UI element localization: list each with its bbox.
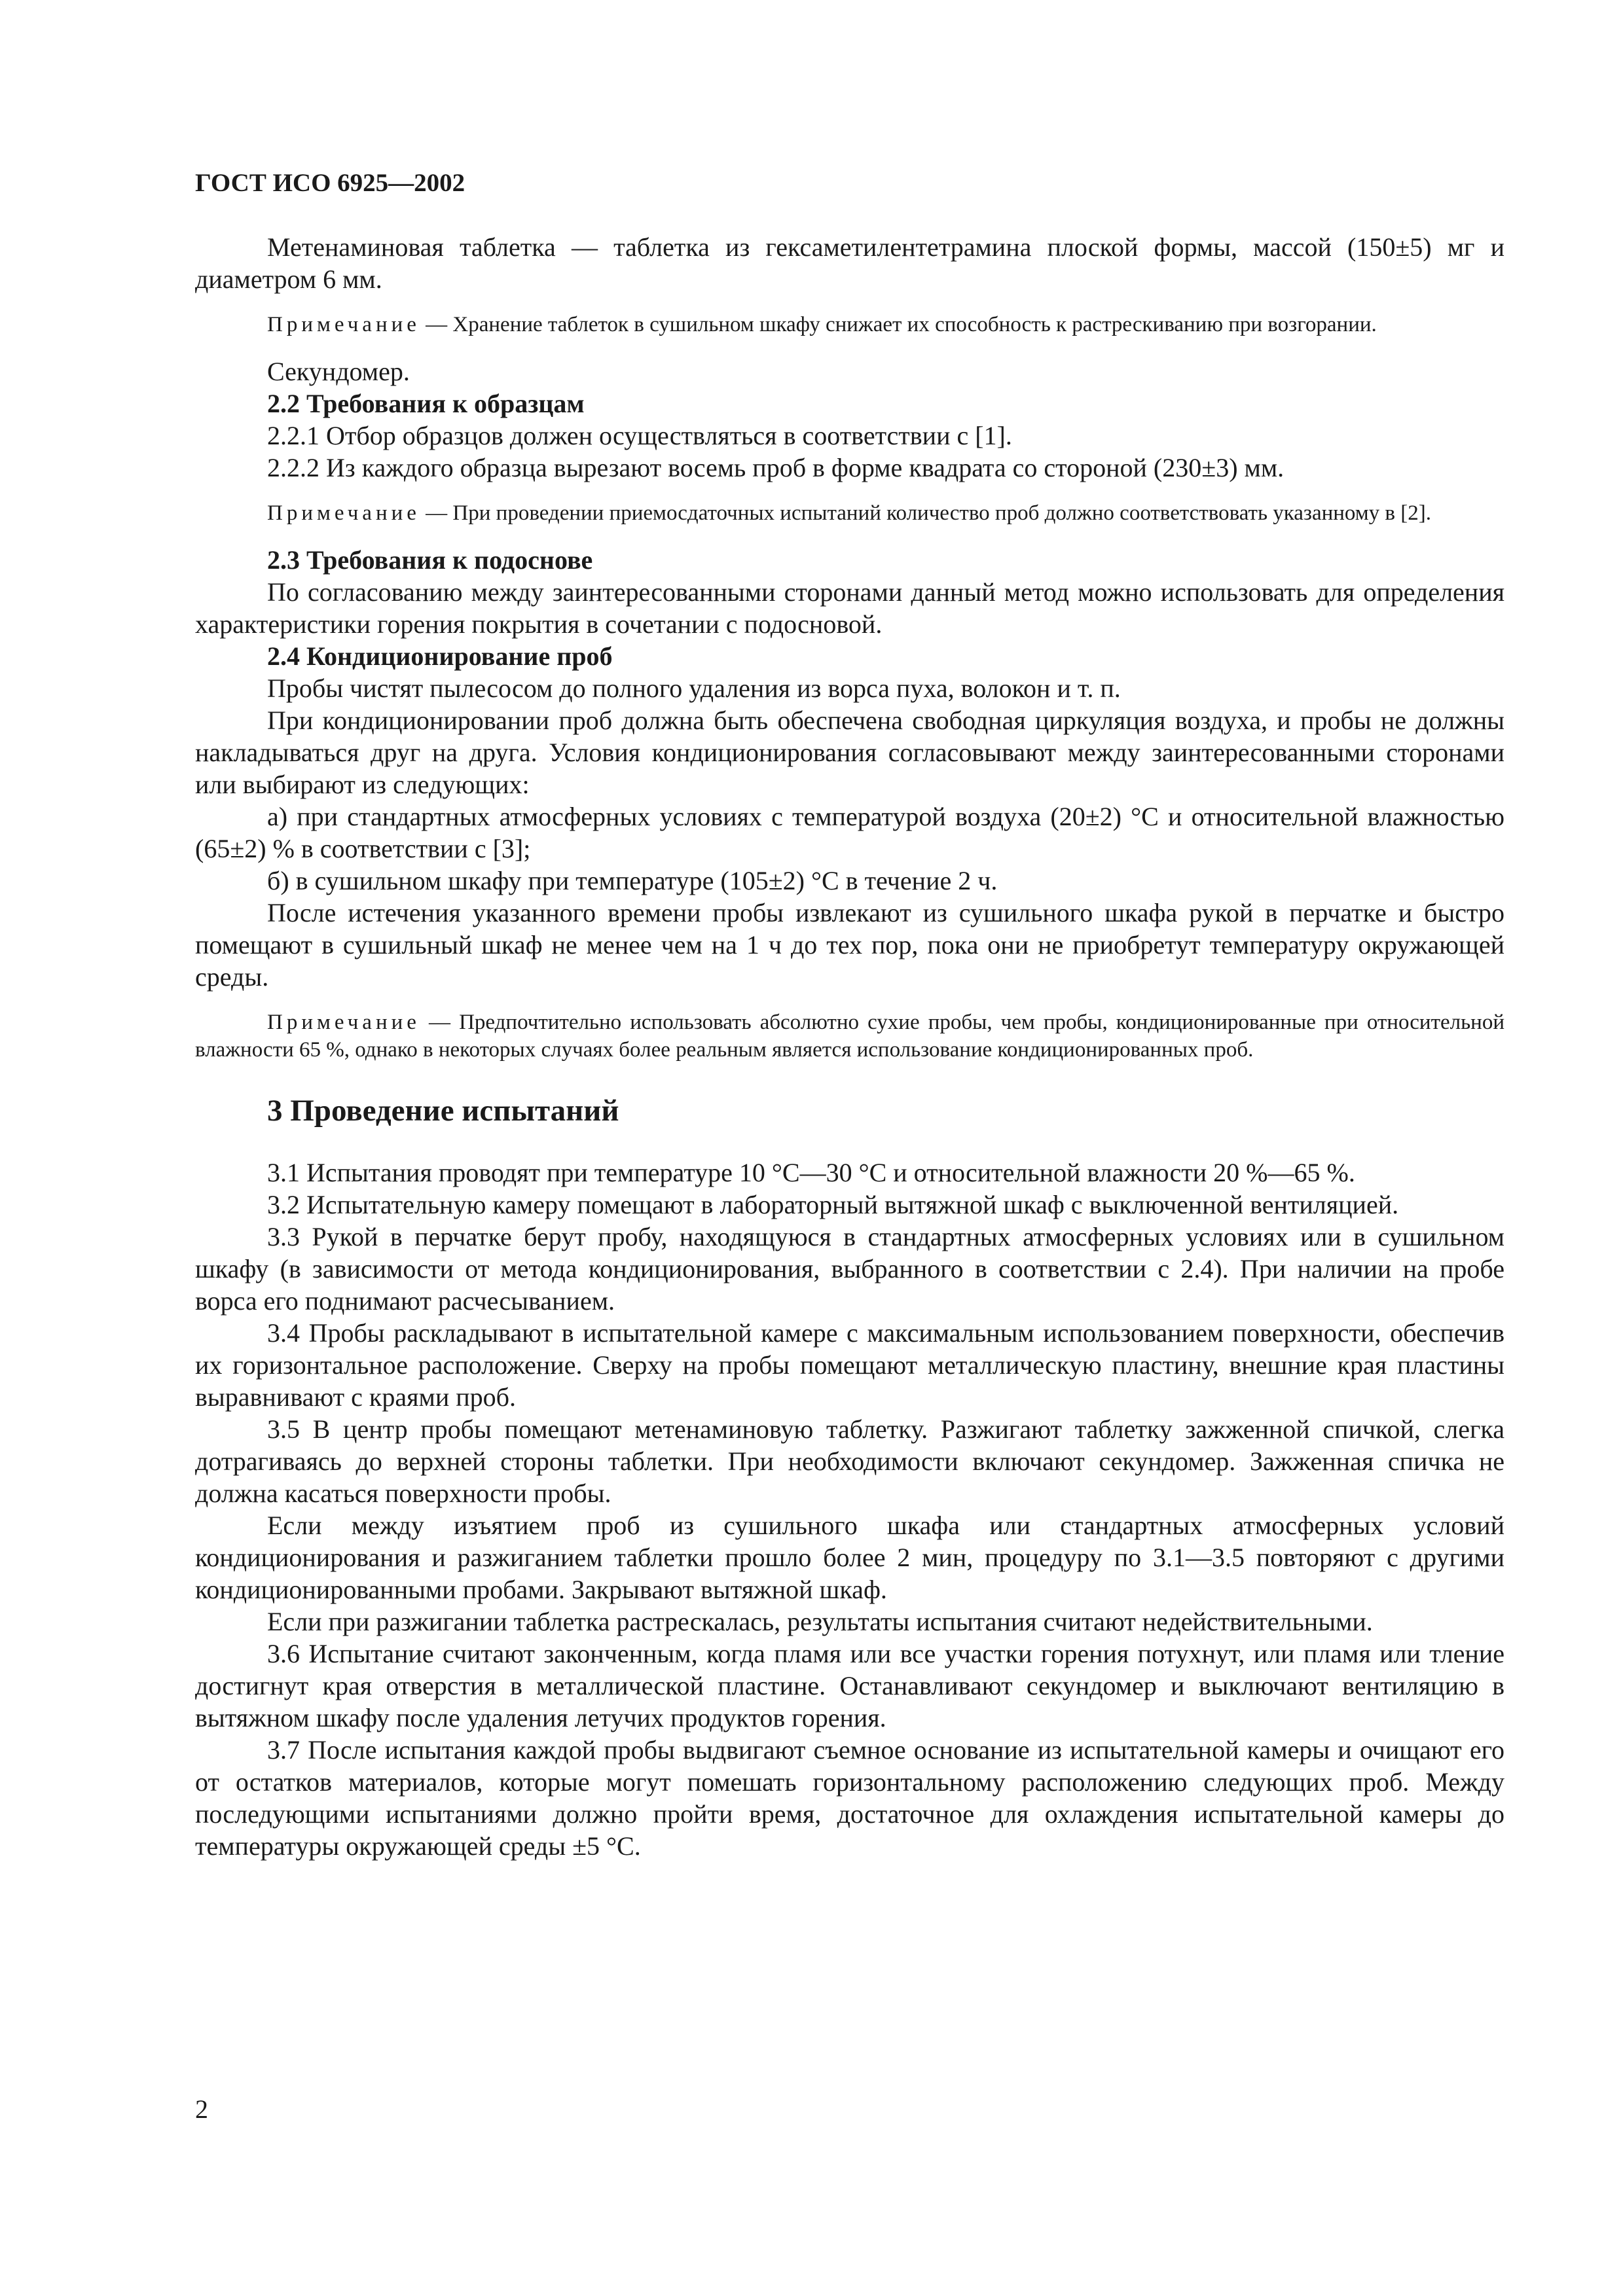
paragraph-3-2: 3.2 Испытательную камеру помещают в лабораторный вытяжной шкаф с выключенной вентиляцией. xyxy=(267,1190,1399,1219)
note-dry-samples xyxy=(195,1009,1504,1064)
list-item-b: б) в сушильном шкафу при температуре (105±2) °С в течение 2 ч. xyxy=(267,866,998,895)
paragraph-2-2-2: 2.2.2 Из каждого образца вырезают восемь проб в форме квадрата со стороной (230±3) мм. xyxy=(267,453,1285,482)
paragraph-3-6: 3.6 Испытание считают законченным, когда пламя или все участки горения потухнут, или пламя или тление достигнут края отверстия в металлической пластине. Останавливают секундомер и выключают вентиляцию в вытяжном шкафу после удаления летучих продуктов горения. xyxy=(195,1639,1504,1732)
note-text: — При проведении приемосдаточных испытаний количество проб должно соответствовать указанному в [2]. xyxy=(420,501,1431,525)
paragraph-tablet-definition: Метенаминовая таблетка — таблетка из гексаметилентетрамина плоской формы, массой (150±5) мг и диаметром 6 мм. xyxy=(195,232,1504,294)
paragraph-2-2-1: 2.2.1 Отбор образцов должен осуществляться в соответствии с [1]. xyxy=(267,421,1012,450)
paragraph-2-3: По согласованию между заинтересованными сторонами данный метод можно использовать для определения характеристики горения покрытия в сочетании с подосновой. xyxy=(195,577,1504,639)
note-label: Примечание xyxy=(267,501,420,525)
subsection-title-2-4: 2.4 Кондиционирование проб xyxy=(267,641,613,671)
paragraph-3-7: 3.7 После испытания каждой пробы выдвигают съемное основание из испытательной камеры и очищают его от остатков материалов, которые могут помешать горизонтальному расположению следующих проб. Между последующими испытаниями должно пройти время, достаточное для охлаждения испытательной камеры до температуры окружающей среды ±5 °С. xyxy=(195,1735,1504,1861)
paragraph-2-4-cleaning: Пробы чистят пылесосом до полного удаления из ворса пуха, волокон и т. п. xyxy=(267,673,1121,703)
note-label: Примечание xyxy=(267,313,420,336)
section-title-3: 3 Проведение испытаний xyxy=(267,1094,619,1128)
paragraph-3-1: 3.1 Испытания проводят при температуре 10 °С—30 °С и относительной влажности 20 %—65 %. xyxy=(267,1158,1355,1187)
paragraph-3-5-repeat: Если между изъятием проб из сушильного шкафа или стандартных атмосферных условий кондиционирования и разжиганием таблетки прошло более 2 мин, процедуру по 3.1—3.5 повторяют с другими кондиционированными пробами. Закрывают вытяжной шкаф. xyxy=(195,1511,1504,1604)
subsection-title-2-3: 2.3 Требования к подоснове xyxy=(267,545,593,575)
paragraph-2-4-after: После истечения указанного времени пробы извлекают из сушильного шкафа рукой в перчатке и быстро помещают в сушильный шкаф не менее чем на 1 ч до тех пор, пока они не приобретут температуру окружающей среды. xyxy=(195,898,1504,992)
page-number: 2 xyxy=(195,2094,208,2124)
subsection-title-2-2: 2.2 Требования к образцам xyxy=(267,389,585,418)
note-tablet-storage xyxy=(195,311,1504,338)
note-text: — Предпочтительно использовать абсолютно сухие пробы, чем пробы, кондиционированные при относительной влажности 65 %, однако в некоторых случаях более реальным является использование кондиционированных проб. xyxy=(195,1011,1504,1062)
paragraph-3-3: 3.3 Рукой в перчатке берут пробу, находящуюся в стандартных атмосферных условиях или в сушильном шкафу (в зависимости от метода кондиционирования, выбранного в соответствии с 2.4). При наличии на пробе ворса его поднимают расчесыванием. xyxy=(195,1222,1504,1316)
page-content xyxy=(195,167,1504,1862)
note-text: — Хранение таблеток в сушильном шкафу снижает их способность к растрескиванию при возгорании. xyxy=(420,313,1377,336)
note-label: Примечание xyxy=(267,1011,420,1034)
paragraph-3-4: 3.4 Пробы раскладывают в испытательной камере с максимальным использованием поверхности, обеспечив их горизонтальное расположение. Сверху на пробы помещают металлическую пластину, внешние края пластины выравнивают с краями проб. xyxy=(195,1318,1504,1412)
paragraph-3-5-invalid: Если при разжигании таблетка растрескалась, результаты испытания считают недействительными. xyxy=(267,1607,1373,1636)
note-acceptance-tests xyxy=(195,499,1504,527)
standard-code-header: ГОСТ ИСО 6925—2002 xyxy=(195,169,465,197)
paragraph-stopwatch: Секундомер. xyxy=(267,357,410,386)
paragraph-3-5: 3.5 В центр пробы помещают метенаминовую таблетку. Разжигают таблетку зажженной спичкой, слегка дотрагиваясь до верхней стороны таблетки. При необходимости включают секундомер. Зажженная спичка не должна касаться поверхности пробы. xyxy=(195,1414,1504,1508)
paragraph-2-4-conditioning: При кондиционировании проб должна быть обеспечена свободная циркуляция воздуха, и пробы не должны накладываться друг на друга. Условия кондиционирования согласовывают между заинтересованными сторонами или выбирают из следующих: xyxy=(195,706,1504,799)
list-item-a: а) при стандартных атмосферных условиях с температурой воздуха (20±2) °С и относительной влажностью (65±2) % в соответствии с [3]; xyxy=(195,802,1504,863)
